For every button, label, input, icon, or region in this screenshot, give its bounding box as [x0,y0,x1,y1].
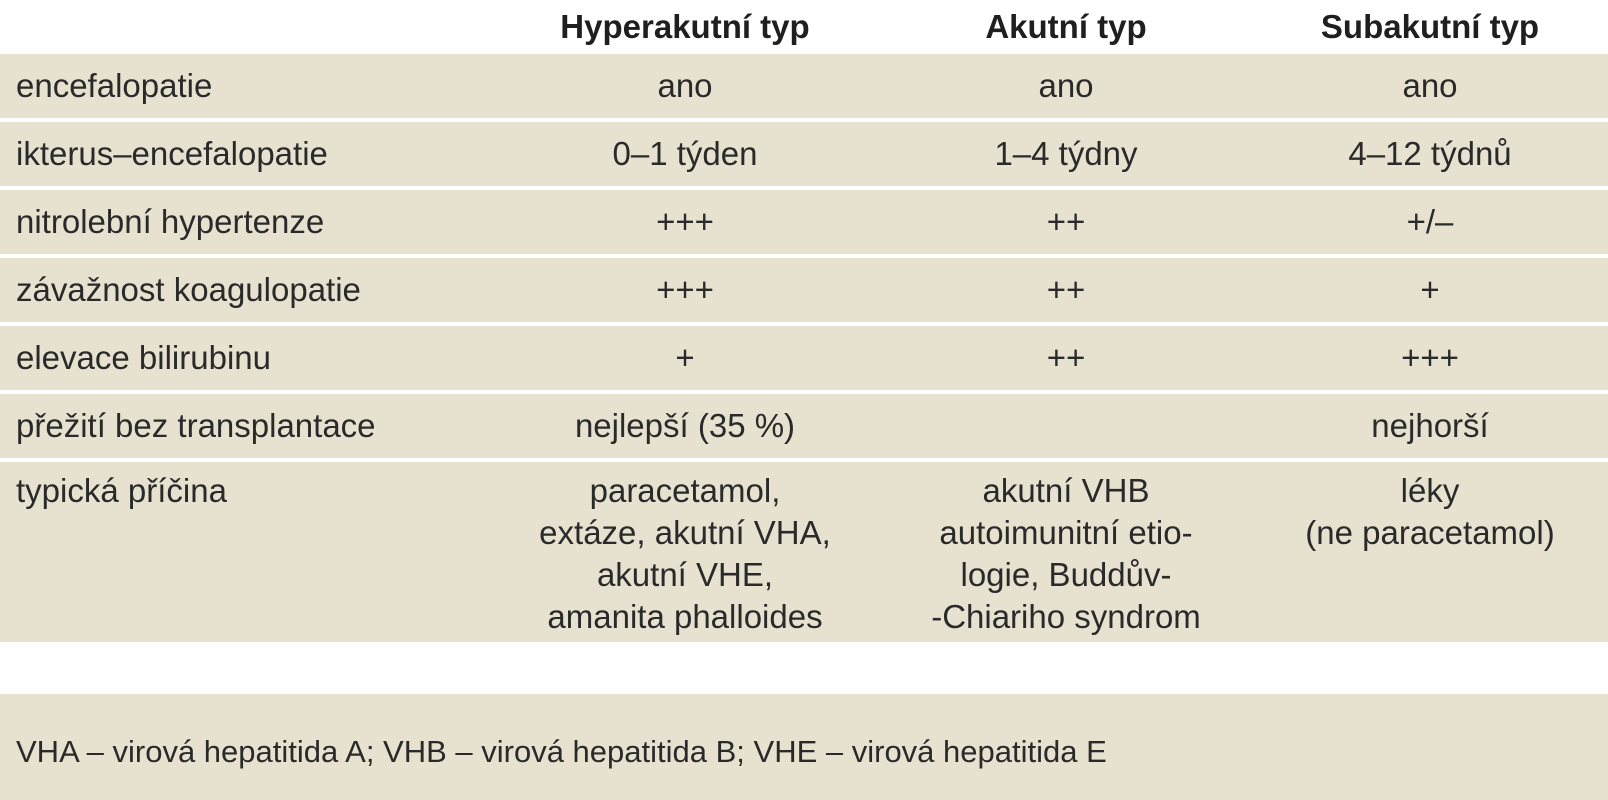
row-label: elevace bilirubinu [0,324,490,392]
header-row [0,0,1608,54]
cell-hyperakutni: +++ [490,256,880,324]
cell-hyperakutni: nejlepší (35 %) [490,392,880,460]
table-row [0,188,1608,256]
cell-subakutni: + [1252,256,1608,324]
row-label: závažnost koagulopatie [0,256,490,324]
cell-line: -Chiariho syndrom [931,598,1201,635]
cell-subakutni: nejhorší [1252,392,1608,460]
cell-akutni [880,392,1252,460]
cell-akutni: 1–4 týdny [880,120,1252,188]
cell-hyperakutni: + [490,324,880,392]
cell-akutni: ++ [880,256,1252,324]
table-footnote: VHA – virová hepatitida A; VHB – virová hepatitida B; VHE – virová hepatitida E [0,690,1608,800]
table-row [0,256,1608,324]
cell-line: autoimunitní etio- [939,514,1193,551]
row-label: ikterus–encefalopatie [0,120,490,188]
cell-hyperakutni: 0–1 týden [490,120,880,188]
cell-line: akutní VHB [982,472,1150,509]
cell-line: amanita phalloides [547,598,823,635]
table-row-cause [0,460,1608,644]
cell-line: extáze, akutní VHA, [539,514,831,551]
cell-line: paracetamol, [589,472,781,509]
cell-subakutni: 4–12 týdnů [1252,120,1608,188]
cell-line: logie, Buddův- [960,556,1172,593]
cell-hyperakutni: +++ [490,188,880,256]
header-subakutni: Subakutní typ [1252,0,1608,54]
table-body [0,54,1608,644]
table-row [0,324,1608,392]
cell-line: akutní VHE, [596,556,774,593]
cell-hyperakutni: ano [490,54,880,120]
cell-subakutni: ano [1252,54,1608,120]
cell-akutni: ++ [880,324,1252,392]
header-hyperakutni: Hyperakutní typ [490,0,880,54]
table-row [0,120,1608,188]
cell-akutni [880,460,1252,644]
row-label: typická příčina [0,460,490,644]
cell-line: (ne paracetamol) [1305,514,1555,551]
cell-subakutni: +++ [1252,324,1608,392]
header-akutni: Akutní typ [880,0,1252,54]
cell-akutni: ano [880,54,1252,120]
table-row [0,392,1608,460]
table-row [0,54,1608,120]
cell-subakutni [1252,460,1608,644]
table-header [0,0,1608,54]
cell-akutni: ++ [880,188,1252,256]
cell-line: léky [1400,472,1460,509]
row-label: nitrolební hypertenze [0,188,490,256]
cell-hyperakutni [490,460,880,644]
row-label: encefalopatie [0,54,490,120]
row-label: přežití bez transplantace [0,392,490,460]
cell-subakutni: +/– [1252,188,1608,256]
header-empty-cell [0,0,490,54]
